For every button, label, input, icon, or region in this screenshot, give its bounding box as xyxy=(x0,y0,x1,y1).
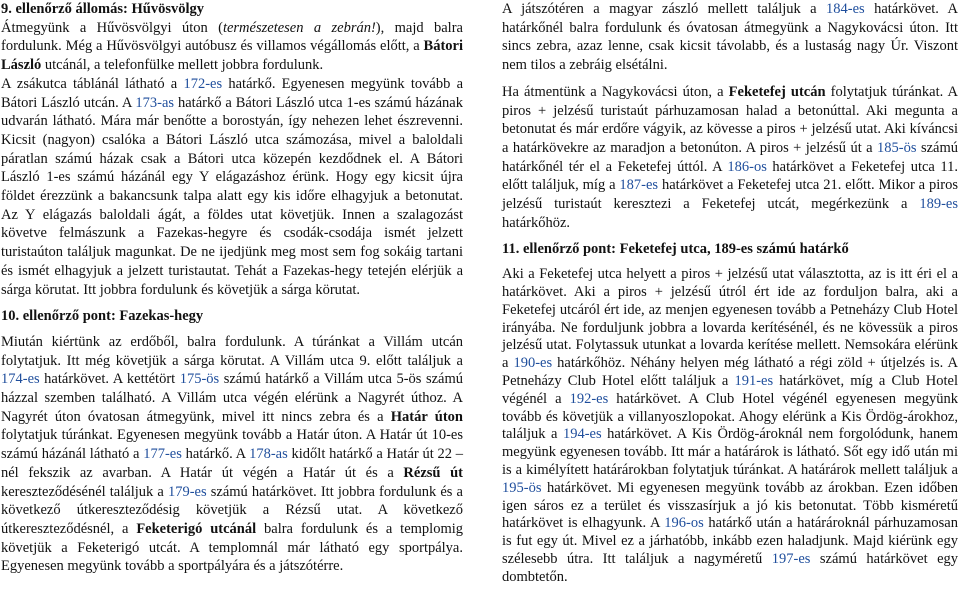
section-heading-11: 11. ellenőrző pont: Feketefej utca, 189-es számú határkő xyxy=(502,241,849,258)
paragraph-section-9: Átmegyünk a Hűvösvölgyi úton (természetesen a zebrán!), majd balra fordulunk. Még a Hűvösvölgyi autóbusz és villamos végállomás előtt, a Bátori László utcánál, a telefonfülke mellett jobbra fordulunk. xyxy=(1,19,463,74)
stone-number: 172-es xyxy=(183,75,223,92)
stone-number: 173-as xyxy=(135,94,175,111)
paragraph-flag: A játszótéren a magyar zászló mellett találjuk a 184-es határkövet. A határkőnél balra fordulunk és óvatosan átmegyünk a Nagykovácsi úton. Itt sincs zebra, azaz lenne, csak kicsit távolabb, és a lustaság nagy Úr. Viszont nem tilos a zebráig elsétálni. xyxy=(502,1,958,74)
paragraph-feketefej: Ha átmentünk a Nagykovácsi úton, a Feketefej utcán folytatjuk túránkat. A piros + jelzésű turistaút párhuzamosan halad a betonúttal. Aki megunta a betonutat és már erdőre vágyik, az kövesse a piros + jelzésű utat. Aki kíváncsi a határkövekre az maradjon a betonúton. A piros + jelzésű út a 185-ös számú határkőnél tér el a Feketefej úttól. A 186-os határkövet a Feketefej utca 11. előtt találjuk, míg a 187-es határkövet a Feketefej utca 21. előtt. Mikor a piros jelzésű turistaút keresztezi a Feketefej utcát, megérkezünk a 189-es határkőhöz. xyxy=(502,83,959,231)
paragraph-section-11: Aki a Feketefej utca helyett a piros + jelzésű utat választotta, az is itt éri el a határkövet. Aki a piros + jelzésű útról ért ide az forduljon balra, aki a Feketefej utcáról ért ide, az menjen egyenesen tovább a Petneházy Club Hotel irányába. Ne forduljunk jobbra a lovarda kerítésénél, és ne kövessük a piros jelzésű utat. Folytassuk utunkat a lovarda kerítése mellett. Nemsokára elérünk a 190-es határkőhöz. Néhány helyen még látható a régi zöld + útjelzés is. A Petneházy Club Hotel előtt találjuk a 191-es határkövet, míg a Club Hotel végénél a 192-es határkövet. A Club Hotel végénél egyenesen megyünk tovább és követjük a villanyoszlopokat. Ahogy elérünk a Kis Ördög-árokhoz, találjuk a 194-es határkövet. A Kis Ördög-ároknál nem forgolódunk, hanem megyünk egyenesen tovább. Itt már a határárok is látható. Sőt egy idő után mi is a kimélyített határárokban folytatjuk túránkat. A határárok mellett találjuk a 195-ös határkövet. Mi egyenesen megyünk tovább az árokban. Ezen időben igen sáros ez a terület és visszasírjuk a jó kis betonutat. Több kisméretű határkövet is elhagyunk. A 196-os határkő után a határároknál párhuzamosan is fut egy út. Mivel ez a járhatóbb, inkább ezen haladjunk. Majd kiérünk egy szélesebb útra. Itt találjuk a nagyméretű 197-es számú határkövet egy dombtetőn. xyxy=(502,266,959,585)
section-heading-9: 9. ellenőrző állomás: Hűvösvölgy xyxy=(1,1,204,17)
paragraph-section-10: Miután kiértünk az erdőből, balra fordulunk. A túránkat a Villám utcán folytatjuk. Itt még követjük a sárga körutat. A Villám utca 9. előtt találjuk a 174-es határkövet. A kettétört 175-ös számú határkő a Villám utca 5-ös számú házzal szemben található. A Villám utca végén elérünk a Nagyrét úthoz. A Nagyrét úton óvatosan átmegyünk, mivel itt nincs zebra és a Határ úton folytatjuk túránkat. Egyenesen megyünk tovább a Határ úton. A Határ út 10-es számú házánál látható a 177-es határkő. A 178-as kidőlt határkő a Határ út 22 –nél fekszik az avarban. A Határ út végén a Határ út és a Rézsű út kereszteződésénél találjuk a 179-es számú határkövet. Itt jobbra fordulunk és a következő útkereszteződésig követjük a Rézsű utat. A következő útkereszteződésnél, a Feketerigó utcánál balra fordulunk és a templomig követjük a Feketerigó utcát. A templomnál már látható egy sportpálya. Egyenesen megyünk tovább a sportpályára és a játszótérre. xyxy=(1,333,464,575)
right-column xyxy=(502,0,958,586)
left-column xyxy=(1,0,463,576)
section-heading-10: 10. ellenőrző pont: Fazekas-hegy xyxy=(1,308,204,325)
paragraph-section-9-stones: A zsákutca táblánál látható a 172-es határkő. Egyenesen megyünk tovább a Bátori László utcán. A 173-as határkő a Bátori László utca 1-es számú házának udvarán látható. Mára már benőtte a borostyán, így nehezen lehet észrevenni. Kicsit (nagyon) csalóka a Bátori László utca számozása, mivel a baloldali páratlan számú házak csak a Bátori utca közepén kezdődnek el. A Bátori László 1-es számú házánál egy Y elágazáshoz érünk. Hogy egy kicsit újra földet érezzünk a bakancsunk talpa alatt egy kis időre elhagyjuk a betonutat. Az Y elágazás baloldali ágát, a földes utat követjük. Innen a szalagozást követve felmászunk a Fazekas-hegyre és csodák-csodája ismét jelzett turistaúton találjuk magunkat. De ne ijedjünk meg most sem fog sokáig tartani és ismét elhagyjuk a jelzett turistautat. Tehát a Fazekas-hegy tetején elérjük a sárga körutat. Itt jobbra fordulunk és követjük a sárga körutat. xyxy=(1,75,464,298)
